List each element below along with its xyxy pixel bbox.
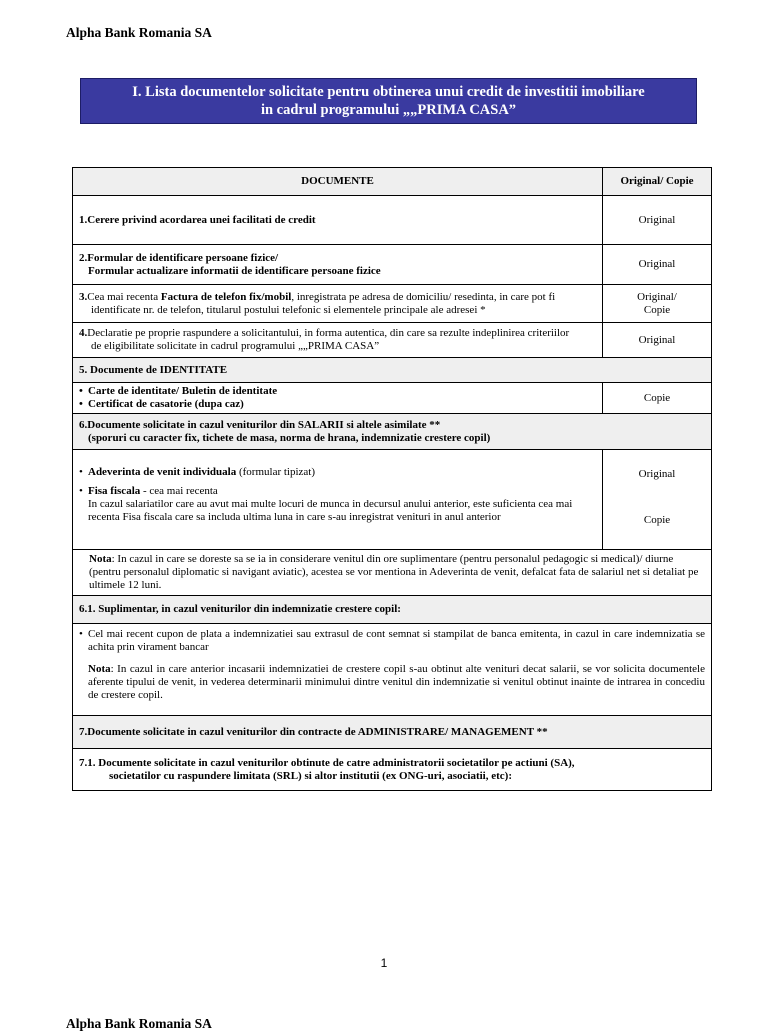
document-title xyxy=(80,78,697,124)
status-copie: Copie xyxy=(643,514,671,526)
title-line-1: I. Lista documentelor solicitate pentru obtinerea unui credit de investitii imobiliare xyxy=(132,84,645,100)
list-item: • Certificat de casatorie (dupa caz) xyxy=(79,398,596,411)
doc-line: societatilor cu raspundere limitata (SRL) si altor institutii (ex ONG-uri, asociatii, etc): xyxy=(109,769,512,782)
section-indemnizatie: 6.1. Suplimentar, in cazul veniturilor din indemnizatie crestere copil: xyxy=(73,596,712,624)
status-original: Original xyxy=(638,468,676,480)
doc-salarii-list xyxy=(73,450,603,550)
doc-line: identificate nr. de telefon, titularul postului telefonic si elementele principale ale adresei * xyxy=(91,303,486,316)
table-row xyxy=(73,285,712,323)
section-line: 6.Documente solicitate in cazul veniturilor din SALARII si altele asimilate ** xyxy=(79,418,441,431)
section-administrare: 7.Documente solicitate in cazul veniturilor din contracte de ADMINISTRARE/ MANAGEMENT ** xyxy=(73,716,712,749)
table-header-row xyxy=(73,168,712,196)
note-label: Nota xyxy=(89,553,112,565)
documents-table xyxy=(72,167,712,791)
status-line: Copie xyxy=(643,303,671,316)
doc-text: , inregistrata pe adresa de domiciliu/ resedinta, in care pot fi xyxy=(291,290,556,303)
doc-cerere: 1.Cerere privind acordarea unei facilitati de credit xyxy=(73,196,603,245)
col-header-documents: DOCUMENTE xyxy=(73,168,603,196)
doc-detail: In cazul salariatilor care au avut mai multe locuri de munca in decursul anului anterior, este suficienta cea mai recenta Fisa fiscala care sa includa ultima luna in care s-au inregistrat venituri in anul anterior xyxy=(88,498,573,523)
doc-text: Declaratie pe proprie raspundere a solicitantului, in forma autentica, din care sa rezulte indeplinirea criteriilor xyxy=(87,327,570,339)
note-text: : In cazul in care anterior incasarii indemnizatiei de crestere copil s-au obtinut alte venituri decat salarii, se vor solicita documentele aferente tipului de venit, in vederea determinarii minimului dintre venitul din indemnizatie si venitul obtinut inainte de intrarea in concediu de crestere copil. xyxy=(88,663,705,701)
doc-administratori xyxy=(73,749,712,791)
section-row xyxy=(73,716,712,749)
doc-declaratie xyxy=(73,323,603,358)
doc-text-bold: Adeverinta de venit individuala xyxy=(88,466,237,478)
doc-number: 4. xyxy=(79,327,88,339)
doc-text-bold: Fisa fiscala xyxy=(88,485,141,497)
doc-line: Formular actualizare informatii de identificare persoane fizice xyxy=(88,264,381,277)
section-row xyxy=(73,358,712,383)
table-row xyxy=(73,749,712,791)
doc-line: 7.1. Documente solicitate in cazul veniturilor obtinute de catre administratorii societatilor pe actiuni (SA), xyxy=(79,756,575,769)
list-item xyxy=(79,485,596,498)
col-header-original-copy: Original/ Copie xyxy=(603,168,712,196)
table-row xyxy=(73,550,712,596)
bank-header: Alpha Bank Romania SA xyxy=(66,25,212,40)
next-page-header: Alpha Bank Romania SA xyxy=(66,1016,212,1031)
doc-indemnizatie xyxy=(73,624,712,716)
title-line-2: in cadrul programului „„PRIMA CASA” xyxy=(260,102,517,118)
note-text: : In cazul in care se doreste sa se ia in considerare venitul din ore suplimentare (pentru personalul pedagogic si medical)/ diurne (pentru personalul diplomatic si navigant aviatic), acestea se vor mentiona in Adeverinta de venit, defalcat fata de salariul net si detaliat pe ultimele 12 luni. xyxy=(89,553,699,591)
section-row xyxy=(73,414,712,450)
doc-text-bold: Factura de telefon fix/mobil xyxy=(160,290,292,303)
list-item: • Cel mai recent cupon de plata a indemnizatiei sau extrasul de cont semnat si stampilat de banca emitenta, in cazul in care indemnizatia se achita prin virament bancar xyxy=(79,628,705,654)
doc-identitate-list xyxy=(73,383,603,414)
table-row xyxy=(73,383,712,414)
status-original: Original xyxy=(603,323,712,358)
section-line: (sporuri cu caracter fix, tichete de masa, norma de hrana, indemnizatie crestere copil) xyxy=(88,431,491,444)
status-original: Original xyxy=(603,245,712,285)
doc-line: 2.Formular de identificare persoane fizice/ xyxy=(79,251,279,264)
list-item: • Carte de identitate/ Buletin de identitate xyxy=(79,385,596,398)
doc-text: (formular tipizat) xyxy=(236,466,316,478)
section-row xyxy=(73,596,712,624)
status-original-copie xyxy=(603,285,712,323)
status-line: Original/ xyxy=(637,290,677,303)
table-row xyxy=(73,323,712,358)
table-row xyxy=(73,245,712,285)
note-indemnizatie xyxy=(79,663,705,702)
note-salarii xyxy=(73,550,712,596)
doc-text: - cea mai recenta xyxy=(140,485,218,497)
doc-factura-telefon xyxy=(73,285,603,323)
status-original: Original xyxy=(603,196,712,245)
section-identitate: 5. Documente de IDENTITATE xyxy=(73,358,712,383)
doc-text: Cea mai recenta xyxy=(87,290,161,303)
doc-number: 3. xyxy=(79,290,88,303)
doc-line: de eligibilitate solicitate in cadrul programului „„PRIMA CASA” xyxy=(91,340,380,352)
status-copie: Copie xyxy=(603,383,712,414)
status-salarii xyxy=(603,450,712,550)
page-number: 1 xyxy=(380,956,388,970)
doc-formular-identificare xyxy=(73,245,603,285)
list-item xyxy=(79,466,596,479)
section-salarii xyxy=(73,414,712,450)
table-row xyxy=(73,624,712,716)
table-row xyxy=(73,450,712,550)
note-label: Nota xyxy=(88,663,111,675)
table-row xyxy=(73,196,712,245)
